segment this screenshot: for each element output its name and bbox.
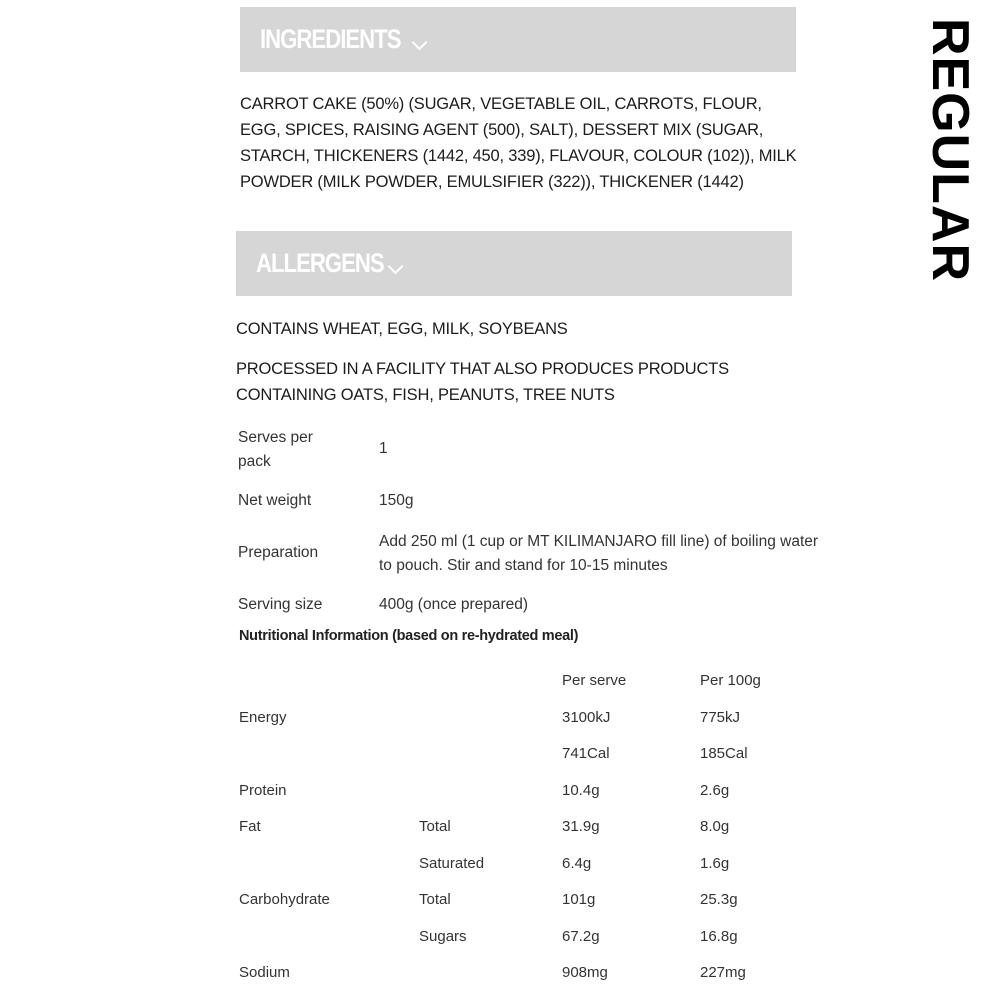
per-serve-value: 10.4g — [562, 782, 600, 799]
info-value: 400g (once prepared) — [379, 596, 529, 613]
info-row-net-weight — [238, 489, 838, 513]
allergens-contains-text: CONTAINS WHEAT, EGG, MILK, SOYBEANS — [236, 320, 568, 338]
nutrition-title: Nutritional Information (based on re-hydrated meal) — [239, 628, 579, 644]
nutrient-name: Sodium — [239, 964, 290, 981]
ingredients-accordion-header[interactable] — [240, 7, 796, 72]
chevron-down-icon[interactable] — [412, 35, 428, 51]
header-per-serve: Per serve — [562, 672, 627, 689]
per-serve-value: 31.9g — [562, 818, 600, 835]
per-serve-value: 101g — [562, 891, 596, 908]
header-per-100g: Per 100g — [700, 672, 761, 689]
nutrient-sub: Total — [419, 891, 451, 908]
allergens-accordion-header[interactable] — [236, 231, 792, 296]
info-label: Serves per pack — [238, 429, 313, 470]
per-100g-value: 25.3g — [700, 891, 738, 908]
chevron-down-icon[interactable] — [388, 259, 404, 275]
nutrient-name: Protein — [239, 782, 287, 799]
info-row-preparation — [238, 530, 838, 578]
info-label: Net weight — [238, 492, 312, 509]
per-serve-value: 741Cal — [562, 745, 610, 762]
allergens-facility-text: PROCESSED IN A FACILITY THAT ALSO PRODUCES PRODUCTS CONTAINING OATS, FISH, PEANUTS, TREE NUTS — [236, 360, 729, 404]
per-serve-value: 908mg — [562, 964, 608, 981]
info-value: Add 250 ml (1 cup or MT KILIMANJARO fill line) of boiling water to pouch. Stir and stand for 10-15 minutes — [379, 533, 819, 574]
nutrient-name: Energy — [239, 709, 287, 726]
per-100g-value: 185Cal — [700, 745, 748, 762]
side-label-text: REGULAR — [921, 17, 979, 283]
info-value: 150g — [379, 492, 414, 509]
nutrient-name: Carbohydrate — [239, 891, 330, 908]
ingredients-title: INGREDIENTS — [260, 24, 401, 54]
info-label: Preparation — [238, 544, 319, 561]
per-100g-value: 227mg — [700, 964, 746, 981]
per-serve-value: 3100kJ — [562, 709, 611, 726]
per-100g-value: 775kJ — [700, 709, 741, 726]
info-label: Serving size — [238, 596, 323, 613]
per-100g-value: 16.8g — [700, 928, 738, 945]
info-value: 1 — [379, 440, 388, 457]
nutrient-sub: Saturated — [419, 855, 485, 872]
allergens-title: ALLERGENS — [256, 248, 384, 278]
per-serve-value: 67.2g — [562, 928, 600, 945]
info-row-serves — [238, 426, 838, 474]
info-row-serving-size — [238, 593, 838, 617]
nutrient-sub: Total — [419, 818, 451, 835]
per-100g-value: 8.0g — [700, 818, 730, 835]
ingredients-text: CARROT CAKE (50%) (SUGAR, VEGETABLE OIL, CARROTS, FLOUR, EGG, SPICES, RAISING AGENT (500), SALT), DESSERT MIX (SUGAR, STARCH, THICKENERS (1442, 450, 339), FLAVOUR, COLOUR (102)), MILK POWDER (MILK POWDER, EMULSIFIER (322)), THICKENER (1442) — [240, 95, 797, 191]
per-100g-value: 2.6g — [700, 782, 730, 799]
nutrient-sub: Sugars — [419, 928, 467, 945]
nutrient-name: Fat — [239, 818, 261, 835]
side-label — [921, 17, 979, 283]
per-100g-value: 1.6g — [700, 855, 730, 872]
per-serve-value: 6.4g — [562, 855, 592, 872]
